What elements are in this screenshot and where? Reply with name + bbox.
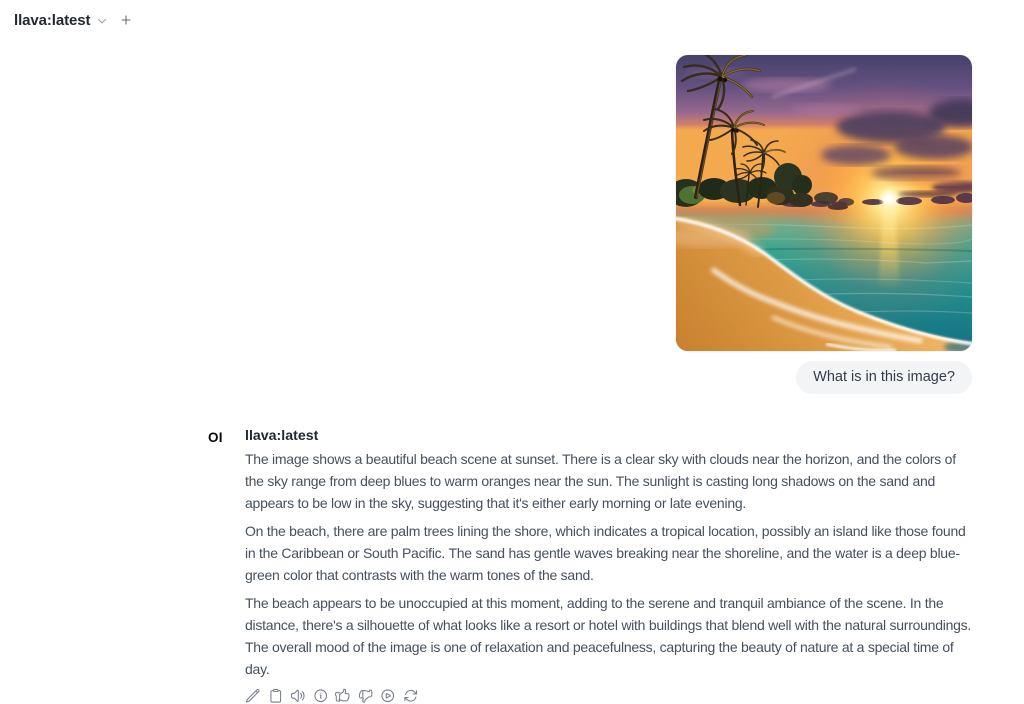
model-selector-label: llava:latest xyxy=(14,11,91,29)
info-icon xyxy=(313,688,329,704)
continue-response-button[interactable] xyxy=(380,688,396,704)
info-button[interactable] xyxy=(313,688,329,704)
read-aloud-icon xyxy=(290,688,306,704)
user-uploaded-image[interactable] xyxy=(676,55,972,351)
copy-button[interactable] xyxy=(268,688,284,704)
assistant-message xyxy=(208,429,974,704)
chevron-down-icon xyxy=(96,15,108,27)
assistant-paragraph: The beach appears to be unoccupied at this moment, adding to the serene and tranquil ambiance of the scene. In the distance, there's a silhouette of what looks like a resort or hotel with buildings that blend well with the natural surroundings. The overall mood of the image is one of relaxation and peacefulness, capturing the beauty of nature at a special time of day. xyxy=(245,595,972,677)
regenerate-icon xyxy=(403,688,419,704)
assistant-model-name: llava:latest xyxy=(245,428,319,444)
new-chat-button[interactable] xyxy=(117,11,135,29)
user-message-bubble: What is in this image? xyxy=(796,361,972,394)
copy-icon xyxy=(268,688,284,704)
assistant-paragraph: The image shows a beautiful beach scene at sunset. There is a clear sky with clouds near the horizon, and the colors of the sky range from deep blues to warm oranges near the sun. The sunlight is casting long shadows on the sand and appears to be low in the sky, suggesting that it's either early morning or late evening. xyxy=(245,451,956,511)
top-bar xyxy=(0,0,1024,40)
model-selector[interactable] xyxy=(14,12,108,29)
user-message xyxy=(676,55,972,394)
thumbs-down-icon xyxy=(358,688,374,704)
assistant-message-content xyxy=(245,429,974,704)
edit-button[interactable] xyxy=(245,688,261,704)
model-avatar: OI xyxy=(208,430,223,445)
beach-sunset-artwork xyxy=(676,55,972,351)
plus-icon xyxy=(119,13,133,27)
read-aloud-button[interactable] xyxy=(290,688,306,704)
assistant-paragraph: On the beach, there are palm trees lining the shore, which indicates a tropical location, possibly an island like those found in the Caribbean or South Pacific. The sand has gentle waves breaking near the shoreline, and the water is a deep blue-green color that contrasts with the warm tones of the sand. xyxy=(245,523,966,583)
thumbs-up-button[interactable] xyxy=(335,688,351,704)
regenerate-button[interactable] xyxy=(403,688,419,704)
continue-icon xyxy=(380,688,396,704)
thumbs-up-icon xyxy=(335,688,351,704)
thumbs-down-button[interactable] xyxy=(358,688,374,704)
message-action-row xyxy=(245,688,974,704)
edit-icon xyxy=(245,688,261,704)
